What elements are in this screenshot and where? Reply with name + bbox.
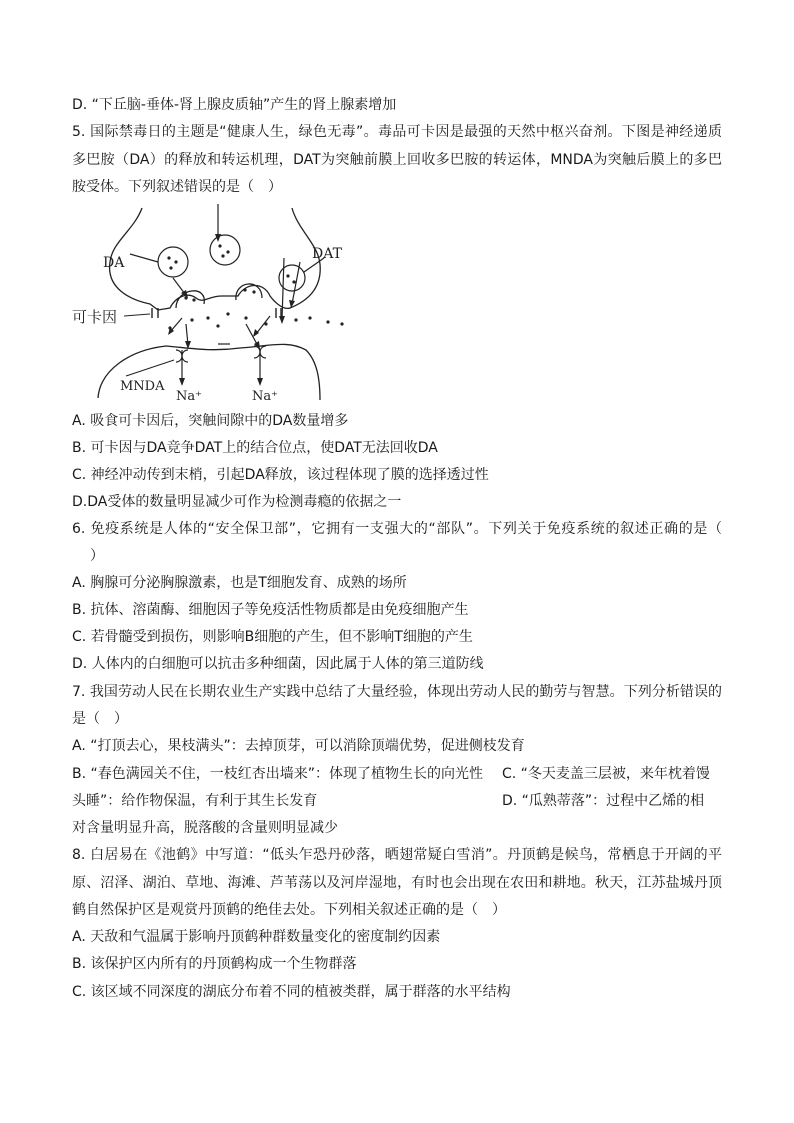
prev-question-option-d: D. “下丘脑-垂体-肾上腺皮质轴”产生的肾上腺素增加 [72,97,397,113]
q6-option-b: B. 抗体、溶菌酶、细胞因子等免疫活性物质都是由免疫细胞产生 [72,602,469,618]
q8-stem-line-2: 原、沼泽、湖泊、草地、海滩、芦苇荡以及河岸湿地，有时也会出现在农田和耕地。秋天，江苏盐城丹顶 [72,875,722,891]
q7-stem-line-2: 是（ ） [72,711,128,727]
synapse-diagram [70,200,370,410]
label-cocaine: 可卡因 [72,308,118,326]
q5-option-a: A. 吸食可卡因后，突触间隙中的DA数量增多 [72,413,349,429]
q8-option-b: B. 该保护区内所有的丹顶鹤构成一个生物群落 [72,956,357,972]
q8-option-c: C. 该区域不同深度的湖底分布着不同的植被类群，属于群落的水平结构 [72,984,511,1000]
q5-option-d: D.DA受体的数量明显减少可作为检测毒瘾的依据之一 [72,494,402,510]
label-mnda: MNDA [120,379,165,394]
label-dat: DAT [312,246,342,262]
q5-stem-line-3: 胺受体。下列叙述错误的是（ ） [72,179,282,195]
q6-stem-line-1: 6. 免疫系统是人体的“安全保卫部”，它拥有一支强大的“部队”。下列关于免疫系统的叙述正确的是（ [72,521,722,537]
q6-stem-line-2: ） [90,548,104,564]
q7-option-d-part-1: D. “瓜熟蒂落”：过程中乙烯的相 [502,793,705,809]
q7-option-a: A. “打顶去心，果枝满头”：去掉顶芽，可以消除顶端优势，促进侧枝发育 [72,738,525,754]
q6-option-a: A. 胸腺可分泌胸腺激素，也是T细胞发育、成熟的场所 [72,575,407,591]
q7-option-c-part-2: 头睡”：给作物保温，有利于其生长发育 [72,793,318,809]
q5-stem-line-1: 5. 国际禁毒日的主题是“健康人生，绿色无毒”。毒品可卡因是最强的天然中枢兴奋剂。下图是神经递质 [72,124,722,140]
q8-stem-line-1: 8. 白居易在《池鹤》中写道：“低头乍恐丹砂落，晒翅常疑白雪消”。丹顶鹤是候鸟，常栖息于开阔的平 [72,847,722,863]
label-na-left: Na⁺ [176,389,202,404]
q6-option-d: D. 人体内的白细胞可以抗击多种细菌，因此属于人体的第三道防线 [72,656,484,672]
q5-option-c: C. 神经冲动传到末梢，引起DA释放，该过程体现了膜的选择透过性 [72,467,489,483]
q7-option-b: B. “春色满园关不住，一枝红杏出墙来”：体现了植物生长的向光性 [72,766,484,782]
q7-stem-line-1: 7. 我国劳动人民在长期农业生产实践中总结了大量经验，体现出劳动人民的勤劳与智慧。下列分析错误的 [72,684,722,700]
q7-option-d-part-2: 对含量明显升高，脱落酸的含量则明显减少 [72,820,338,836]
q6-option-c: C. 若骨髓受到损伤，则影响B细胞的产生，但不影响T细胞的产生 [72,629,473,645]
label-da: DA [103,255,125,271]
q7-option-c-part-1: C. “冬天麦盖三层被，来年枕着馒 [502,766,710,782]
q5-stem-line-2: 多巴胺（DA）的释放和转运机理，DAT为突触前膜上回收多巴胺的转运体，MNDA为突触后膜上的多巴 [72,152,722,168]
q8-stem-line-3: 鹤自然保护区是观赏丹顶鹤的绝佳去处。下列相关叙述正确的是（ ） [72,902,506,918]
label-na-right: Na⁺ [252,389,278,404]
q5-option-b: B. 可卡因与DA竞争DAT上的结合位点，使DAT无法回收DA [72,440,438,456]
q8-option-a: A. 天敌和气温属于影响丹顶鹤种群数量变化的密度制约因素 [72,929,441,945]
